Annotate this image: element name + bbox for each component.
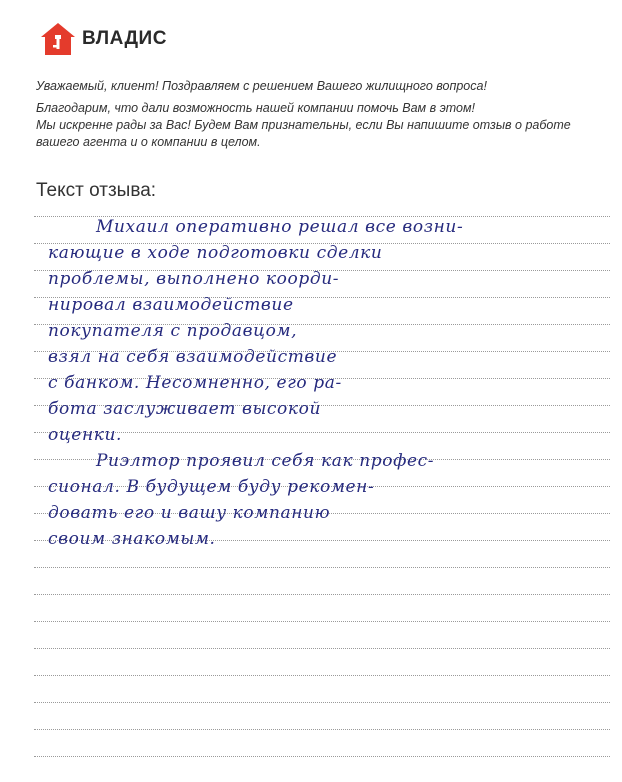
review-heading: Текст отзыва: [36, 180, 157, 201]
brand-logo [40, 22, 167, 56]
house-key-logo-icon [40, 22, 76, 56]
intro-line: Уважаемый, клиент! Поздравляем с решением Вашего жилищного вопроса! [36, 79, 487, 93]
handwritten-line: кающие в ходе подготовки сделки [48, 243, 383, 263]
intro-line: Благодарим, что дали возможность нашей компании помочь Вам в этом! [36, 101, 476, 115]
handwritten-line: покупателя с продавцом, [48, 321, 298, 341]
handwritten-line: сионал. В будущем буду рекомен- [48, 477, 375, 497]
handwritten-line: проблемы, выполнено коорди- [48, 269, 340, 289]
handwritten-line: с банком. Несомненно, его ра- [48, 373, 342, 393]
handwritten-line: довать его и вашу компанию [48, 503, 331, 523]
ruled-line [34, 755, 610, 757]
ruled-line [34, 593, 610, 595]
handwritten-line: Михаил оперативно решал все возни- [96, 217, 464, 237]
ruled-line [34, 728, 610, 730]
ruled-line [34, 647, 610, 649]
intro-text [36, 78, 596, 151]
handwritten-line: взял на себя взаимодействие [48, 347, 338, 367]
brand-name: ВЛАДИС [82, 28, 167, 49]
ruled-line [34, 566, 610, 568]
handwritten-line: нировал взаимодействие [48, 295, 294, 315]
handwritten-line: Риэлтор проявил себя как профес- [96, 451, 435, 471]
handwritten-line: оценки. [48, 425, 123, 445]
handwritten-line: своим знакомым. [48, 529, 216, 549]
intro-line: вашего агента и о компании в целом. [36, 135, 261, 149]
ruled-line [34, 674, 610, 676]
handwritten-line: бота заслуживает высокой [48, 399, 322, 419]
intro-line: Мы искренне рады за Вас! Будем Вам признательны, если Вы напишите отзыв о работе [36, 118, 571, 132]
ruled-line [34, 701, 610, 703]
ruled-line [34, 620, 610, 622]
handwritten-review [48, 214, 608, 552]
